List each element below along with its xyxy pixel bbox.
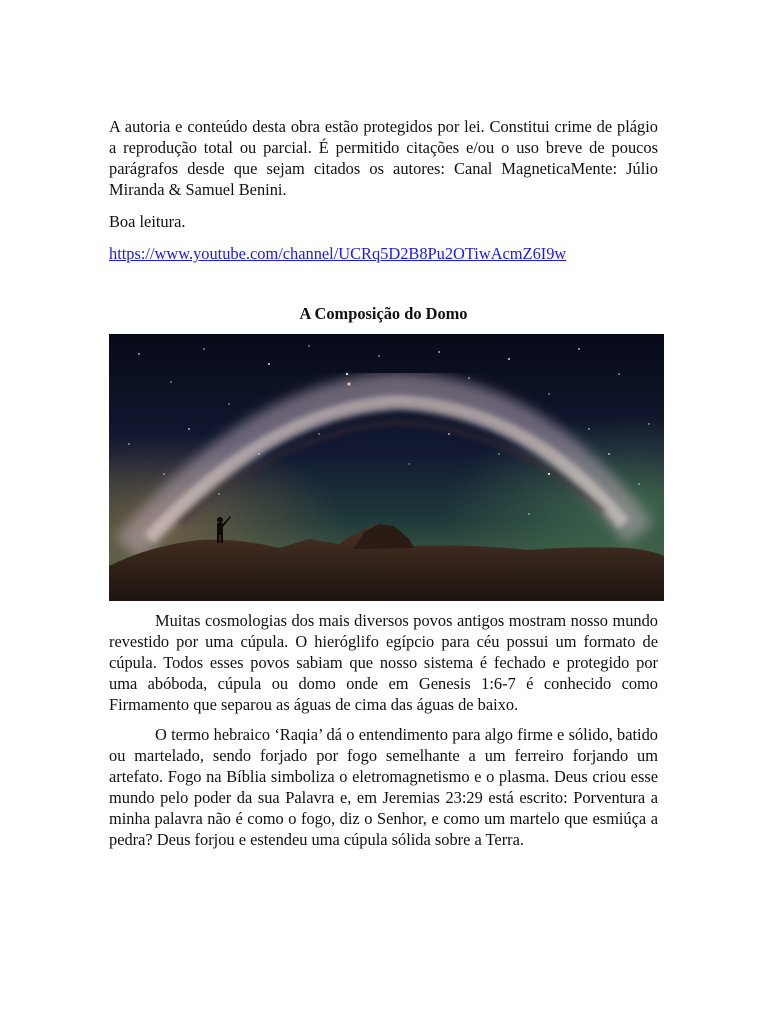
- copyright-notice: A autoria e conteúdo desta obra estão protegidos por lei. Constitui crime de plágio a reprodução total ou parcial. É permitido citações e/ou o uso breve de poucos parágrafos desde que sejam citados os autores: Canal MagneticaMente: Júlio Miranda & Samuel Benini.: [109, 117, 658, 199]
- youtube-channel-link[interactable]: https://www.youtube.com/channel/UCRq5D2B8Pu2OTiwAcmZ6I9w: [109, 244, 567, 263]
- document-page: [109, 116, 658, 859]
- section-title: A Composição do Domo: [299, 304, 468, 323]
- body-paragraph: O termo hebraico ‘Raqia’ dá o entendimento para algo firme e sólido, batido ou martelado, sendo forjado por fogo semelhante a um ferreiro forjando um artefato. Fogo na Bíblia simboliza o eletromagnetismo e o plasma. Deus criou esse mundo pelo poder da sua Palavra e, em Jeremias 23:29 está escrito: Porventura a minha palavra não é como o fogo, diz o Senhor, e como um martelo que esmiúça a pedra? Deus forjou e estendeu uma cúpula sólida sobre a Terra.: [109, 725, 658, 849]
- body-paragraph: Muitas cosmologias dos mais diversos povos antigos mostram nosso mundo revestido por uma cúpula. O hieróglifo egípcio para céu possui um formato de cúpula. Todos esses povos sabiam que nosso sistema é fechado e protegido por uma abóboda, cúpula ou domo onde em Genesis 1:6-7 é conhecido como Firmamento que separou as águas de cima das águas de baixo.: [109, 611, 658, 714]
- greeting-text: Boa leitura.: [109, 212, 186, 231]
- article-body: [109, 610, 658, 850]
- milky-way-photo: [109, 334, 664, 601]
